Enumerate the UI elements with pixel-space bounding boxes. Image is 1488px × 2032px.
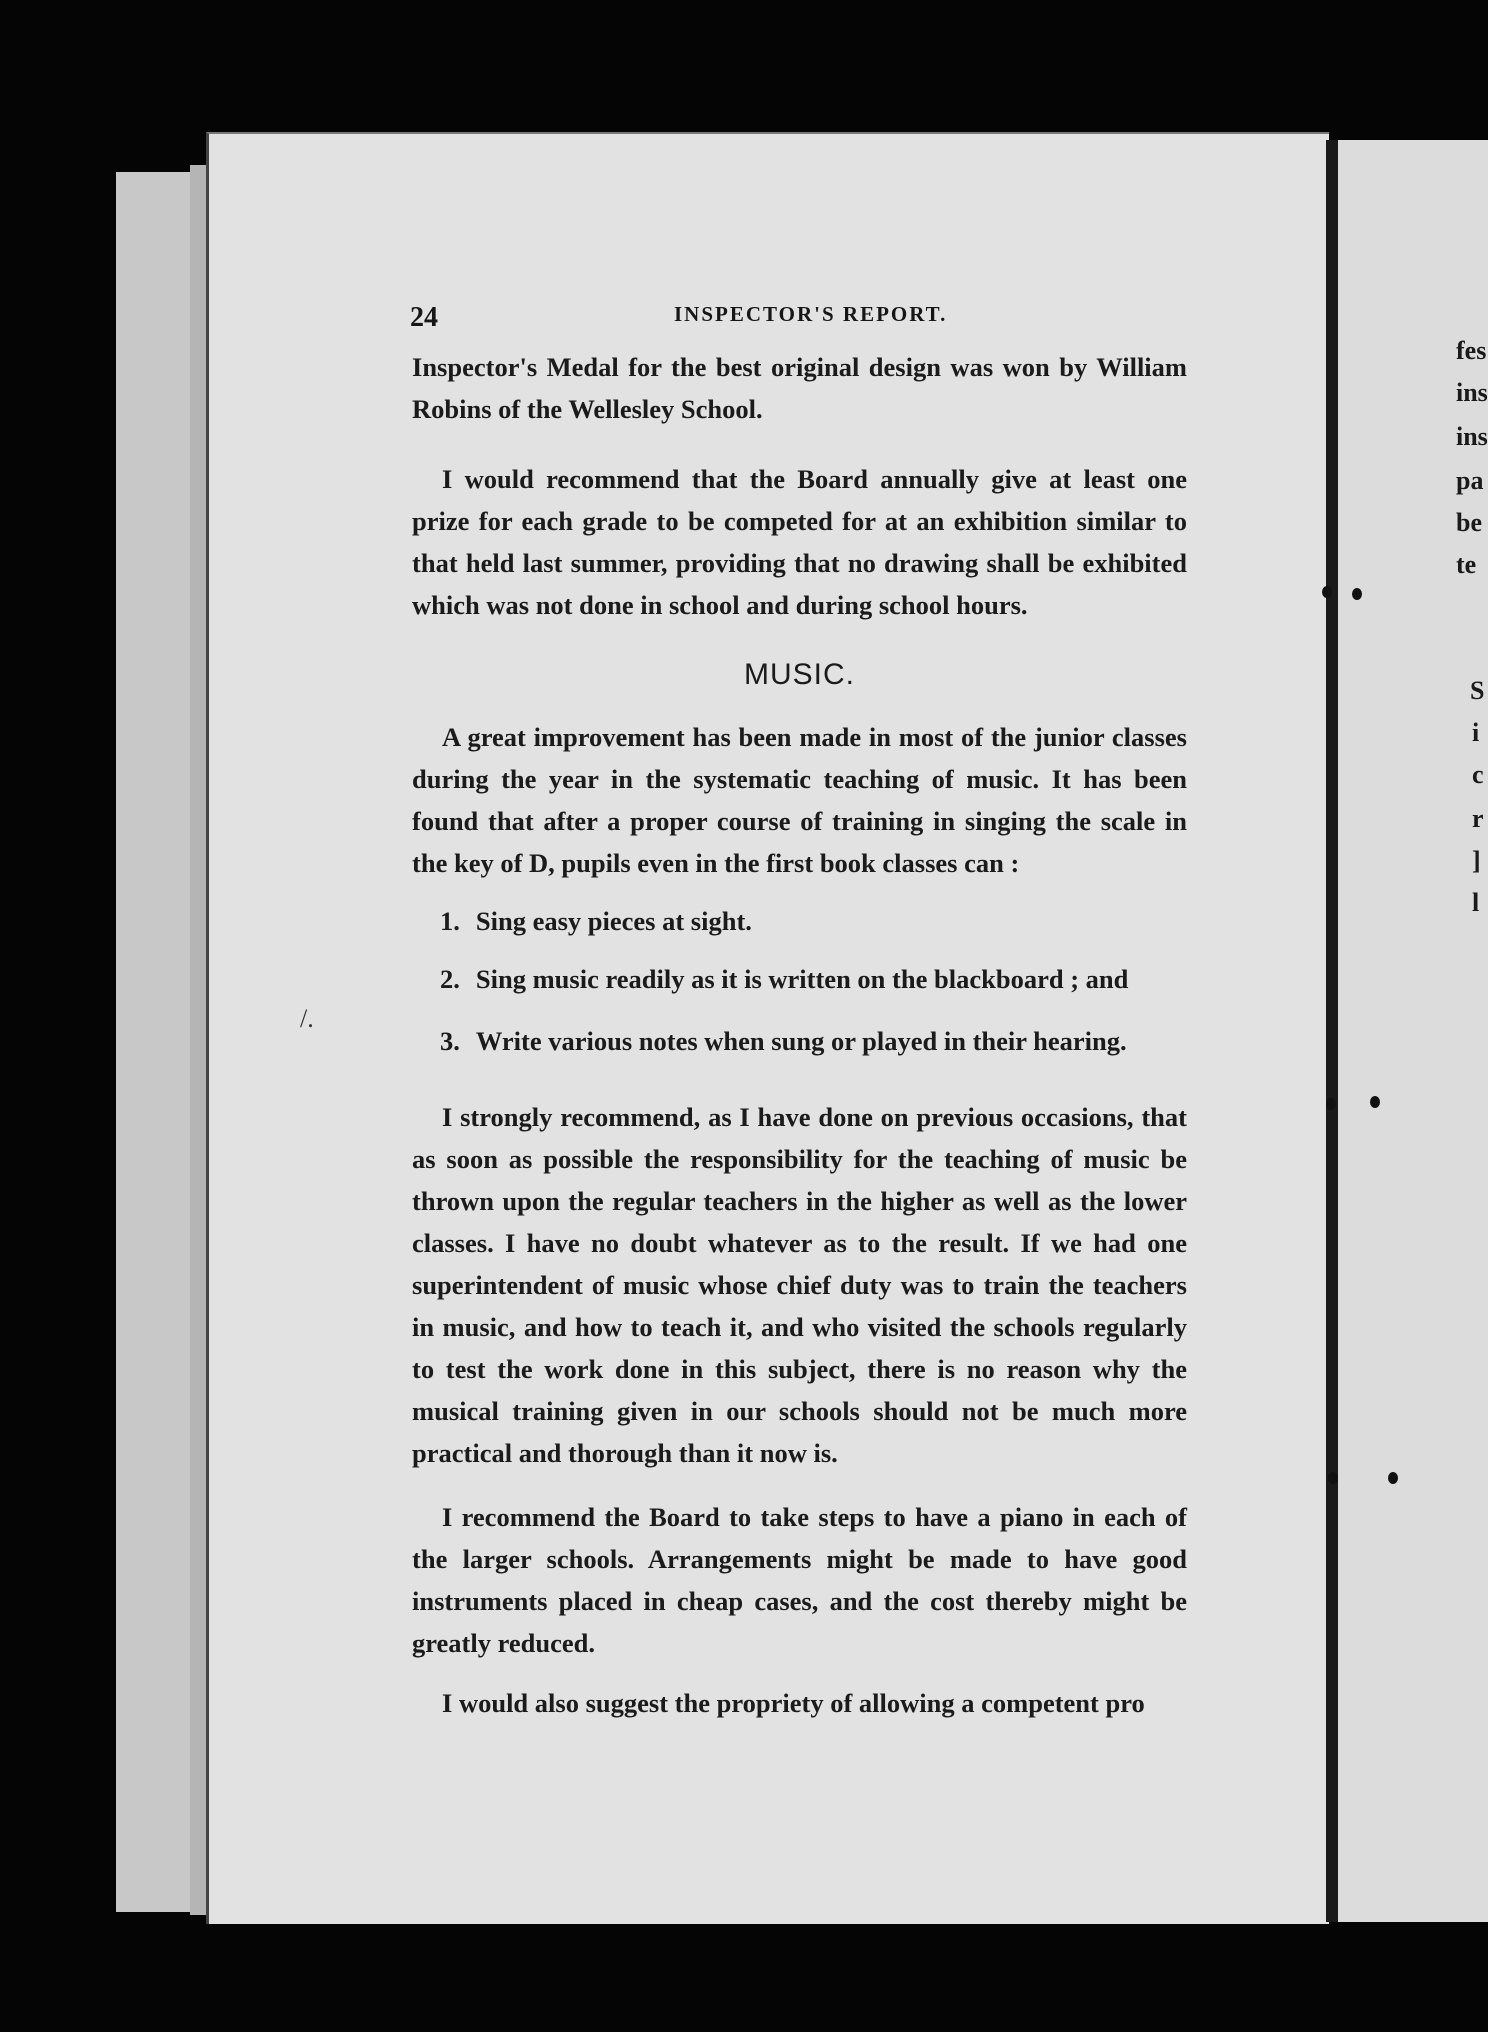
facing-fragment: fes bbox=[1456, 336, 1487, 365]
list-number: 1. bbox=[440, 906, 460, 936]
paragraph-text: Inspector's Medal for the best original design was won by William Robins of the Wellesley School. bbox=[412, 352, 1187, 424]
facing-fragment: r bbox=[1472, 804, 1484, 833]
book-gutter bbox=[1326, 140, 1338, 1922]
facing-fragment: c bbox=[1472, 760, 1484, 789]
list-text: Sing easy pieces at sight. bbox=[475, 906, 752, 936]
facing-fragment: ] bbox=[1472, 846, 1481, 875]
list-item bbox=[440, 906, 752, 937]
binding-hole bbox=[1328, 1472, 1338, 1484]
page-number: 24 bbox=[410, 302, 438, 333]
paragraph-3 bbox=[412, 716, 1187, 884]
paragraph-text: A great improvement has been made in most of the junior classes during the year in the systematic teaching of music. It has been found that after a proper course of training in singing the scale in the key of D, pupils even in the first book classes can : bbox=[412, 722, 1187, 878]
binding-hole bbox=[1388, 1472, 1398, 1484]
facing-fragment: te bbox=[1456, 550, 1477, 579]
facing-fragment: S bbox=[1470, 676, 1485, 705]
paragraph-text: I recommend the Board to take steps to have a piano in each of the larger schools. Arrangements might be made to have good instruments placed in cheap cases, and the cost thereby might be greatly reduced. bbox=[412, 1502, 1187, 1658]
running-head: INSPECTOR'S REPORT. bbox=[674, 302, 948, 326]
paragraph-2 bbox=[412, 458, 1187, 626]
paragraph-text: I would recommend that the Board annually give at least one prize for each grade to be competed for at an exhibition similar to that held last summer, providing that no drawing shall be exhibited which was not done in school and during school hours. bbox=[412, 464, 1187, 620]
facing-fragment: be bbox=[1456, 508, 1482, 537]
facing-page bbox=[1338, 140, 1488, 1922]
section-heading: MUSIC. bbox=[744, 658, 855, 691]
paragraph-6 bbox=[412, 1682, 1187, 1724]
paragraph-4 bbox=[412, 1096, 1187, 1474]
facing-fragment: ins bbox=[1456, 422, 1488, 451]
facing-fragment: i bbox=[1472, 718, 1480, 747]
paragraph-1 bbox=[412, 346, 1187, 430]
page-header bbox=[410, 302, 1230, 334]
facing-fragment: ins bbox=[1456, 378, 1488, 407]
list-item bbox=[440, 1026, 1127, 1057]
list-number: 3. bbox=[440, 1026, 460, 1056]
binding-hole bbox=[1370, 1096, 1380, 1108]
binding-hole bbox=[1326, 1098, 1336, 1110]
paragraph-text: I would also suggest the propriety of allowing a competent pro bbox=[442, 1688, 1145, 1718]
margin-mark: /. bbox=[300, 1004, 314, 1033]
list-number: 2. bbox=[440, 964, 460, 994]
list-text: Write various notes when sung or played in their hearing. bbox=[475, 1026, 1127, 1056]
list-item bbox=[440, 964, 1128, 995]
list-text: Sing music readily as it is written on the blackboard ; and bbox=[475, 964, 1129, 994]
binding-hole bbox=[1352, 588, 1362, 600]
binding-hole bbox=[1322, 586, 1332, 598]
facing-fragment: pa bbox=[1456, 466, 1484, 495]
paragraph-5 bbox=[412, 1496, 1187, 1664]
paragraph-text: I strongly recommend, as I have done on previous occasions, that as soon as possible the responsibility for the teaching of music be thrown upon the regular teachers in the higher as well as the lower classes. I have no doubt whatever as to the result. If we had one superintendent of music whose chief duty was to train the teachers in music, and how to teach it, and who visited the schools regularly to test the work done in this subject, there is no reason why the musical training given in our schools should not be much more practical and thorough than it now is. bbox=[412, 1102, 1187, 1468]
facing-fragment: l bbox=[1472, 888, 1480, 917]
